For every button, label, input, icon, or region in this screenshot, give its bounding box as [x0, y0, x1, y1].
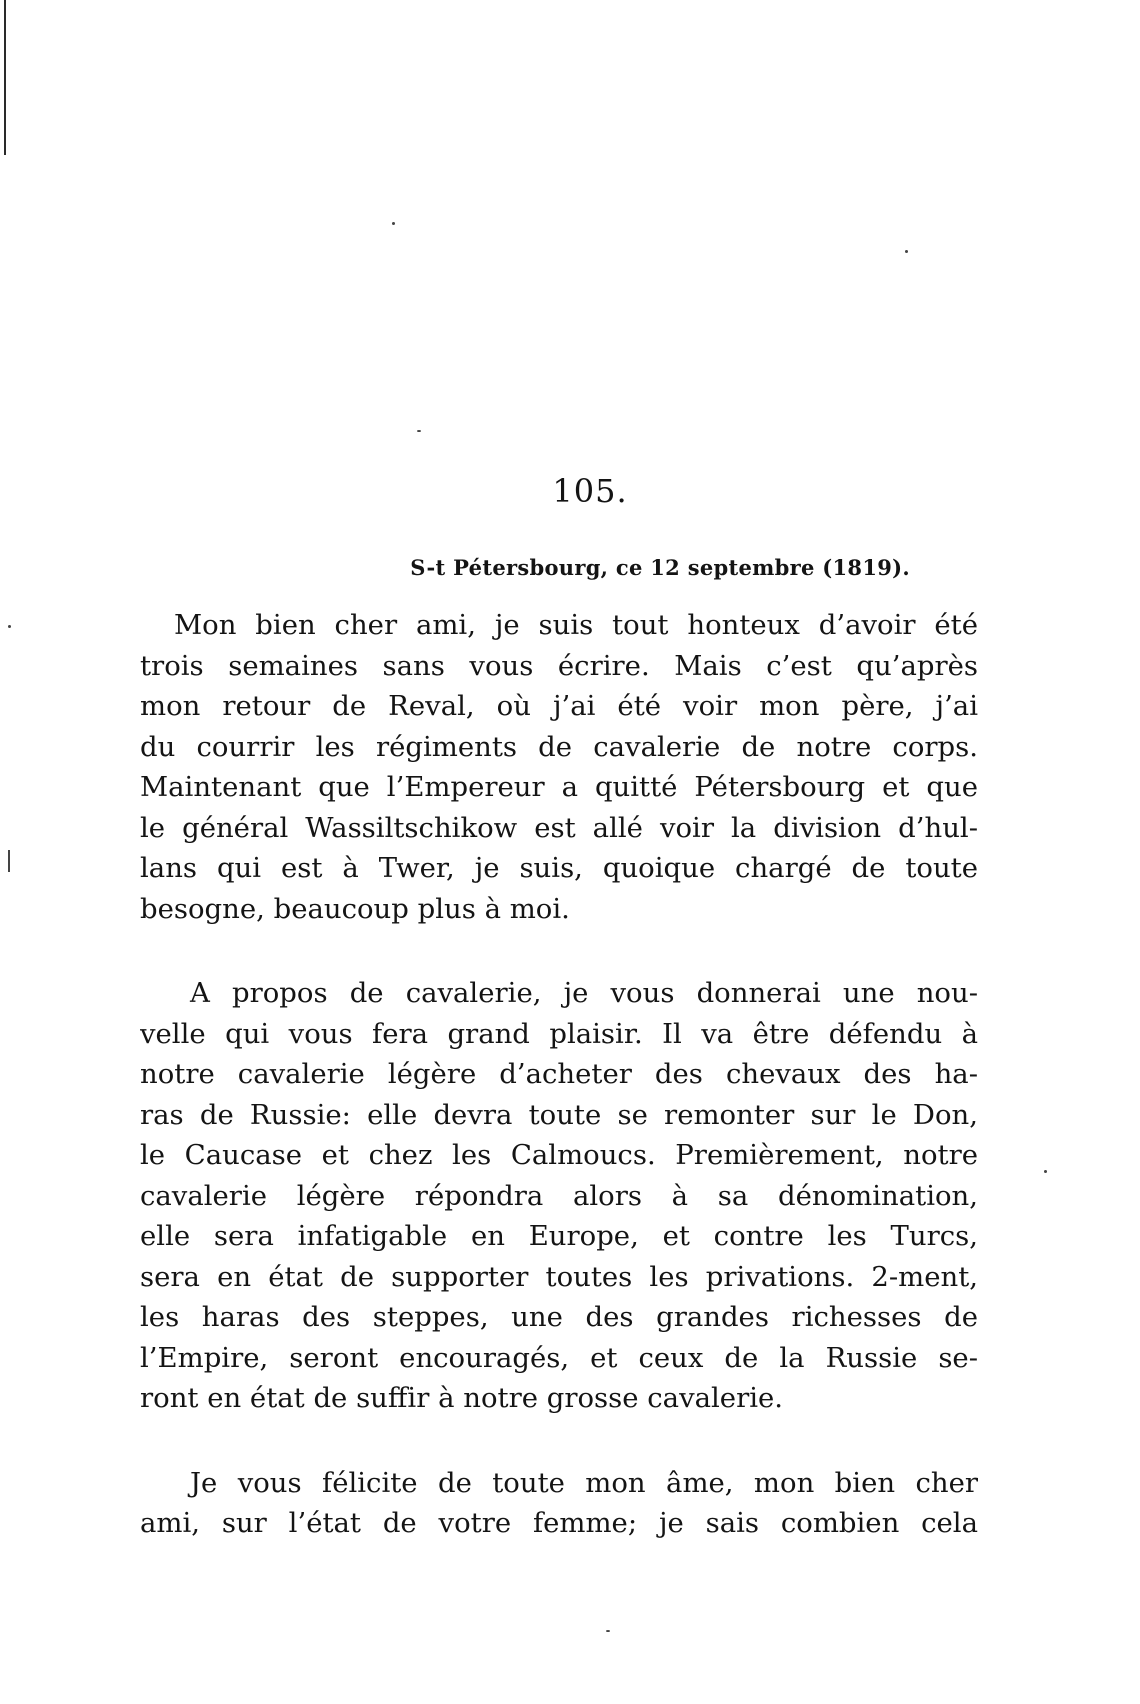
- scan-speck: [392, 222, 395, 225]
- text-line: sera en état de supporter toutes les privations. 2-ment,: [140, 1260, 978, 1293]
- text-line: le général Wassiltschikow est allé voir la division d’hul-: [140, 811, 978, 844]
- scan-speck: [905, 250, 908, 253]
- text-line: besogne, beaucoup plus à moi.: [140, 892, 570, 925]
- text-line: le Caucase et chez les Calmoucs. Premièrement, notre: [140, 1139, 978, 1171]
- paragraph-2: [140, 973, 978, 1419]
- scan-speck: [1044, 1170, 1047, 1173]
- text-line: trois semaines sans vous écrire. Mais c’est qu’après: [140, 649, 978, 682]
- text-line: velle qui vous fera grand plaisir. Il va être défendu à: [140, 1017, 978, 1050]
- paragraph-1: [140, 605, 978, 929]
- text-line: l’Empire, seront encouragés, et ceux de la Russie se-: [140, 1341, 978, 1374]
- text-line: notre cavalerie légère d’acheter des chevaux des ha-: [140, 1058, 978, 1090]
- text-line: Je vous félicite de toute mon âme, mon bien cher: [190, 1466, 978, 1499]
- letter-number: 105.: [552, 472, 628, 510]
- text-line: mon retour de Reval, où j’ai été voir mon père, j’ai: [140, 690, 978, 722]
- letter-body: [140, 605, 978, 1588]
- text-line: ras de Russie: elle devra toute se remonter sur le Don,: [140, 1098, 978, 1131]
- text-line: ami, sur l’état de votre femme; je sais combien cela: [140, 1507, 978, 1539]
- scan-speck: [8, 625, 11, 628]
- text-line: Mon bien cher ami, je suis tout honteux d’avoir été: [174, 609, 978, 641]
- text-line: du courrir les régiments de cavalerie de notre corps.: [140, 730, 978, 763]
- text-line: lans qui est à Twer, je suis, quoique chargé de toute: [140, 852, 978, 884]
- text-line: elle sera infatigable en Europe, et contre les Turcs,: [140, 1220, 978, 1252]
- scan-speck: [417, 430, 421, 432]
- text-line: cavalerie légère répondra alors à sa dénomination,: [140, 1179, 978, 1212]
- scan-speck: [8, 850, 10, 872]
- text-line: A propos de cavalerie, je vous donnerai une nou-: [190, 977, 978, 1009]
- paragraph-3: [140, 1463, 978, 1544]
- scan-speck: [606, 1630, 610, 1632]
- text-line: les haras des steppes, une des grandes richesses de: [140, 1301, 978, 1333]
- text-line: ront en état de suffir à notre grosse cavalerie.: [140, 1382, 784, 1414]
- text-line: Maintenant que l’Empereur a quitté Pétersbourg et que: [140, 771, 978, 803]
- dateline: S-t Pétersbourg, ce 12 septembre (1819).: [410, 555, 910, 580]
- scan-edge-line: [4, 0, 6, 155]
